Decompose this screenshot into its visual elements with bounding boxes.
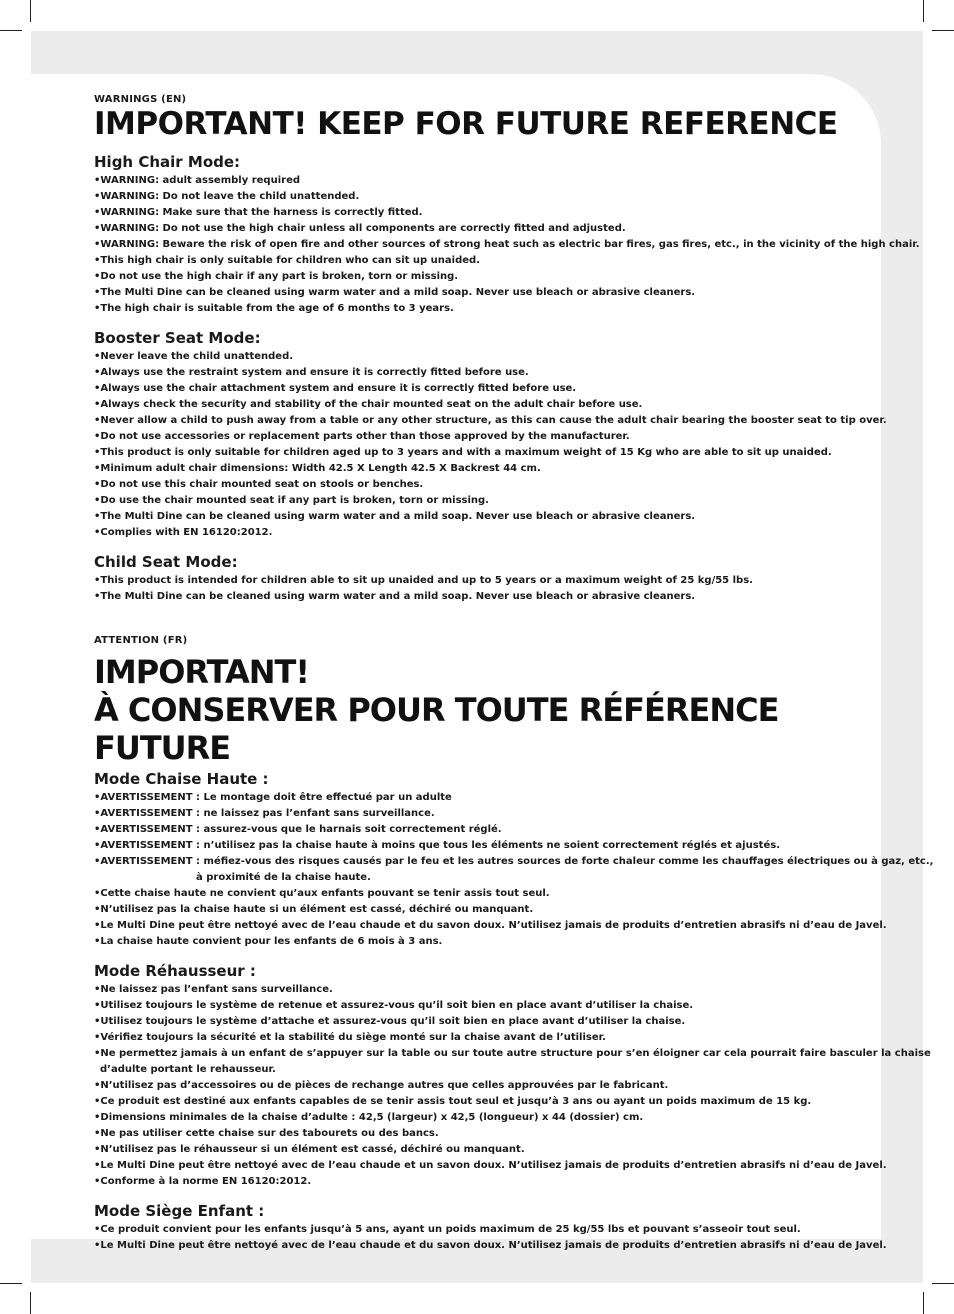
list-item: •WARNING: adult assembly required	[94, 175, 301, 186]
list-item-continuation: d’adulte portant le rehausseur.	[100, 1064, 276, 1075]
list-item: •La chaise haute convient pour les enfants de 6 mois à 3 ans.	[94, 936, 443, 947]
list-item: •Ce produit convient pour les enfants jusqu’à 5 ans, ayant un poids maximum de 25 kg/55 lbs et pouvant s’asseoir tout seul.	[94, 1224, 801, 1235]
list-item: •This product is intended for children able to sit up unaided and up to 5 years or a maximum weight of 25 kg/55 lbs.	[94, 575, 753, 586]
list-item: •Cette chaise haute ne convient qu’aux enfants pouvant se tenir assis tout seul.	[94, 888, 550, 899]
crop-mark	[30, 1292, 31, 1314]
list-item: •WARNING: Make sure that the harness is correctly fitted.	[94, 207, 423, 218]
fr-high-chair-heading: Mode Chaise Haute :	[94, 770, 269, 788]
list-item: •AVERTISSEMENT : n’utilisez pas la chaise haute à moins que tous les éléments ne soient correctement réglés et ajustés.	[94, 840, 780, 851]
list-item: •Dimensions minimales de la chaise d’adulte : 42,5 (largeur) x 42,5 (longueur) x 44 (dossier) cm.	[94, 1112, 644, 1123]
list-item: •Never leave the child unattended.	[94, 351, 294, 362]
en-booster-heading: Booster Seat Mode:	[94, 329, 261, 347]
en-child-seat-heading: Child Seat Mode:	[94, 553, 238, 571]
fr-child-seat-heading: Mode Siège Enfant :	[94, 1202, 265, 1220]
list-item: •Ne pas utiliser cette chaise sur des tabourets ou des bancs.	[94, 1128, 439, 1139]
list-item: •N’utilisez pas d’accessoires ou de pièces de rechange autres que celles approuvées par le fabricant.	[94, 1080, 669, 1091]
list-item: •Minimum adult chair dimensions: Width 42.5 X Length 42.5 X Backrest 44 cm.	[94, 463, 541, 474]
en-title: IMPORTANT! KEEP FOR FUTURE REFERENCE	[94, 106, 838, 142]
list-item: •AVERTISSEMENT : assurez-vous que le harnais soit correctement réglé.	[94, 824, 502, 835]
list-item: •Ne permettez jamais à un enfant de s’appuyer sur la table ou sur toute autre structure pour s’en éloigner car cela pourrait faire basculer la chaise	[94, 1048, 931, 1059]
list-item: •WARNING: Do not leave the child unattended.	[94, 191, 360, 202]
list-item: •Utilisez toujours le système de retenue et assurez-vous qu’il soit bien en place avant d’utiliser la chaise.	[94, 1000, 694, 1011]
list-item: •Conforme à la norme EN 16120:2012.	[94, 1176, 312, 1187]
en-high-chair-heading: High Chair Mode:	[94, 153, 241, 171]
list-item: •The high chair is suitable from the age of 6 months to 3 years.	[94, 303, 454, 314]
fr-language-label: ATTENTION (FR)	[94, 635, 188, 646]
list-item: •Le Multi Dine peut être nettoyé avec de l’eau chaude et du savon doux. N’utilisez jamais de produits d’entretien abrasifs ni d’eau de Javel.	[94, 1240, 887, 1251]
list-item: •AVERTISSEMENT : Le montage doit être effectué par un adulte	[94, 792, 452, 803]
list-item-continuation: à proximité de la chaise haute.	[196, 872, 371, 883]
crop-mark	[30, 0, 31, 22]
list-item: •Le Multi Dine peut être nettoyé avec de l’eau chaude et un savon doux. N’utilisez jamais de produits d’entretien abrasifs ni d’eau de Javel.	[94, 1160, 887, 1171]
list-item: •Ce produit est destiné aux enfants capables de se tenir assis tout seul et jusqu’à 3 ans ou ayant un poids maximum de 15 kg.	[94, 1096, 812, 1107]
fr-high-chair-list	[94, 790, 934, 950]
list-item: •The Multi Dine can be cleaned using warm water and a mild soap. Never use bleach or abrasive cleaners.	[94, 287, 696, 298]
list-item: •Never allow a child to push away from a table or any other structure, as this can cause the adult chair bearing the booster seat to tip over.	[94, 415, 887, 426]
list-item: •Do use the chair mounted seat if any part is broken, torn or missing.	[94, 495, 489, 506]
fr-child-seat-list	[94, 1222, 894, 1254]
list-item: •N’utilisez pas la chaise haute si un élément est cassé, déchiré ou manquant.	[94, 904, 534, 915]
list-item: •WARNING: Beware the risk of open fire and other sources of strong heat such as electric bar fires, gas fires, etc., in the vicinity of the high chair.	[94, 239, 920, 250]
en-booster-list	[94, 349, 894, 541]
list-item: •AVERTISSEMENT : méfiez-vous des risques causés par le feu et les autres sources de forte chaleur comme les chauffages électriques ou à gaz, etc.,	[94, 856, 934, 867]
list-item: •Always use the restraint system and ensure it is correctly fitted before use.	[94, 367, 529, 378]
crop-mark	[932, 30, 954, 31]
list-item: •Do not use the high chair if any part is broken, torn or missing.	[94, 271, 459, 282]
warnings-document	[94, 94, 934, 1254]
crop-mark	[923, 0, 924, 22]
crop-mark	[923, 1292, 924, 1314]
list-item: •Complies with EN 16120:2012.	[94, 527, 273, 538]
list-item: •Do not use this chair mounted seat on stools or benches.	[94, 479, 424, 490]
en-high-chair-list	[94, 173, 920, 317]
crop-mark	[0, 1283, 22, 1284]
en-child-seat-list	[94, 573, 894, 605]
list-item: •Vérifiez toujours la sécurité et la stabilité du siège monté sur la chaise avant de l’utiliser.	[94, 1032, 606, 1043]
list-item: •Always use the chair attachment system and ensure it is correctly fitted before use.	[94, 383, 577, 394]
list-item: •Always check the security and stability of the chair mounted seat on the adult chair before use.	[94, 399, 643, 410]
list-item: •Ne laissez pas l’enfant sans surveillance.	[94, 984, 333, 995]
list-item: •This high chair is only suitable for children who can sit up unaided.	[94, 255, 480, 266]
fr-booster-heading: Mode Réhausseur :	[94, 962, 256, 980]
list-item: •Utilisez toujours le système d’attache et assurez-vous qu’il soit bien en place avant d’utiliser la chaise.	[94, 1016, 686, 1027]
en-language-label: WARNINGS (EN)	[94, 94, 187, 105]
list-item: •The Multi Dine can be cleaned using warm water and a mild soap. Never use bleach or abrasive cleaners.	[94, 511, 696, 522]
list-item: •Do not use accessories or replacement parts other than those approved by the manufacturer.	[94, 431, 630, 442]
fr-title-line1: IMPORTANT!	[94, 653, 309, 691]
list-item: •This product is only suitable for children aged up to 3 years and with a maximum weight of 15 Kg who are able to sit up unaided.	[94, 447, 832, 458]
list-item: •N’utilisez pas le réhausseur si un élément est cassé, déchiré ou manquant.	[94, 1144, 525, 1155]
list-item: •WARNING: Do not use the high chair unless all components are correctly fitted and adjusted.	[94, 223, 626, 234]
list-item: •The Multi Dine can be cleaned using warm water and a mild soap. Never use bleach or abrasive cleaners.	[94, 591, 696, 602]
crop-mark	[932, 1283, 954, 1284]
crop-mark	[0, 30, 22, 31]
fr-booster-list	[94, 982, 931, 1190]
list-item: •AVERTISSEMENT : ne laissez pas l’enfant sans surveillance.	[94, 808, 435, 819]
fr-title-line2: À CONSERVER POUR TOUTE RÉFÉRENCE FUTURE	[94, 691, 779, 767]
list-item: •Le Multi Dine peut être nettoyé avec de l’eau chaude et du savon doux. N’utilisez jamais de produits d’entretien abrasifs ni d’eau de Javel.	[94, 920, 887, 931]
